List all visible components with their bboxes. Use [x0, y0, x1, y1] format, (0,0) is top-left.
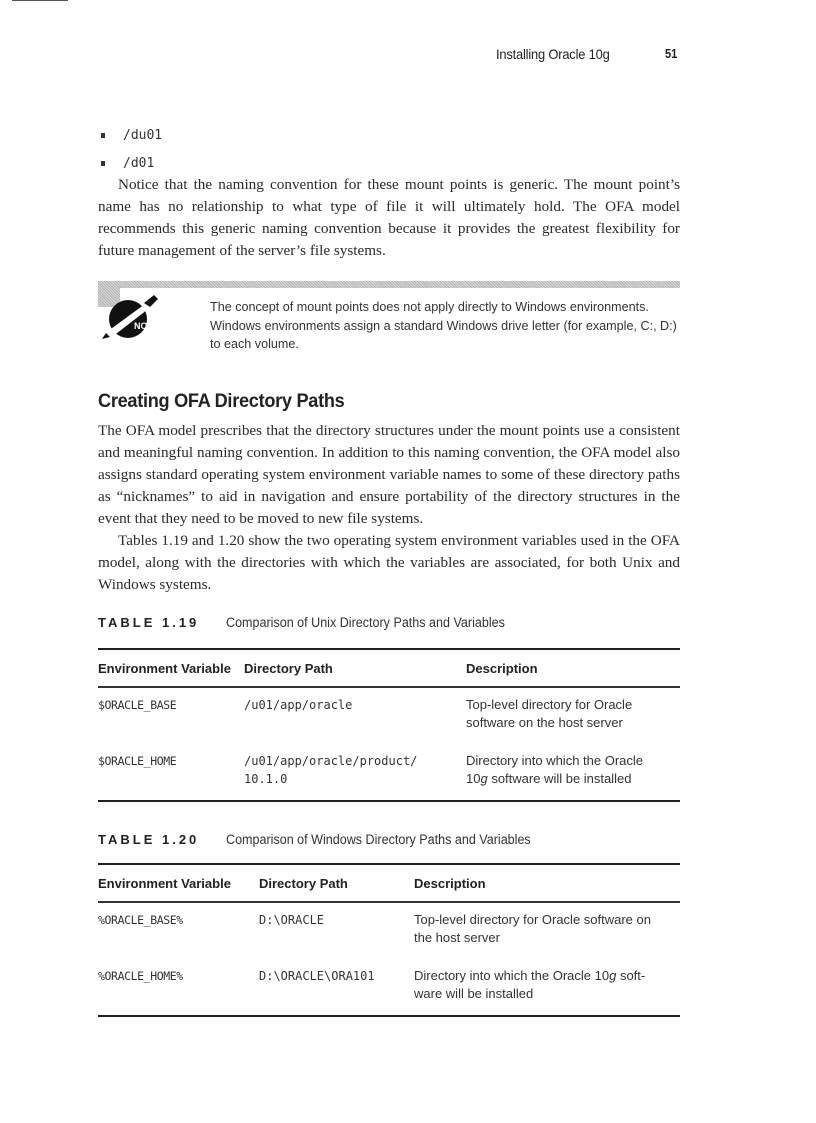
bullet-text: /d01	[123, 155, 155, 171]
cell-description	[466, 752, 680, 788]
table-title: Comparison of Windows Directory Paths and Variables	[226, 832, 531, 847]
table-row	[98, 911, 680, 967]
section-body	[98, 420, 680, 596]
cell-desc-line: 10g software will be installed	[466, 770, 632, 786]
table-row	[98, 696, 680, 752]
cell-path: D:\ORACLE	[259, 912, 325, 927]
table-windows	[98, 863, 680, 1017]
column-header: Directory Path	[244, 660, 333, 676]
cell-path: D:\ORACLE\ORA101	[259, 968, 375, 983]
table-row	[98, 967, 680, 1015]
cell-desc-line: Directory into which the Oracle	[466, 752, 644, 768]
note-box	[98, 281, 680, 351]
cell-desc-line: Top-level directory for Oracle software on	[414, 911, 651, 927]
table-bottom-rule	[98, 800, 680, 802]
table-header-row	[98, 650, 680, 686]
cell-desc-line: software on the host server	[466, 714, 623, 730]
cell-description	[414, 967, 680, 1003]
cell-description	[466, 696, 680, 732]
svg-text:NOTE: NOTE	[134, 321, 160, 331]
note-divider	[98, 281, 680, 288]
bullet-icon	[101, 161, 105, 166]
table-label: TABLE 1.20	[98, 832, 200, 847]
page-number: 51	[665, 46, 678, 61]
table-bottom-rule	[98, 1015, 680, 1017]
cell-desc-line: Directory into which the Oracle 10g soft-	[414, 967, 646, 983]
running-head-title: Installing Oracle 10g	[496, 46, 610, 62]
bullet-icon	[101, 133, 105, 138]
body-paragraph: The OFA model prescribes that the directory structures under the mount points use a consistent and meaningful naming convention. In addition to this naming convention, the OFA model also assigns standard operating system environment variable names to some of these directory paths as “nicknames” to aid in navigation and ensure portability of the directory structures in the event that they need to be moved to new file systems.	[98, 422, 680, 527]
column-header: Environment Variable	[98, 660, 231, 676]
table-header-rule	[98, 901, 680, 903]
column-header: Description	[466, 660, 538, 676]
cell-description	[414, 911, 680, 947]
table-title: Comparison of Unix Directory Paths and Variables	[226, 615, 505, 630]
table-unix	[98, 648, 680, 802]
cell-desc-line: ware will be installed	[414, 985, 534, 1001]
section-heading: Creating OFA Directory Paths	[98, 390, 345, 412]
cell-variable: $ORACLE_BASE	[98, 697, 177, 712]
cell-variable: %ORACLE_HOME%	[98, 968, 183, 983]
table-header-row	[98, 865, 680, 901]
note-text: The concept of mount points does not apply directly to Windows environments. Windows environments assign a standard Windows drive letter (for example, C:, D:) to each volume.	[210, 300, 677, 351]
cell-path	[244, 752, 466, 788]
list-item	[98, 149, 162, 177]
cell-path-line: /u01/app/oracle/product/	[244, 753, 418, 768]
body-paragraph: Tables 1.19 and 1.20 show the two operating system environment variables used in the OFA model, along with the directories with which the variables are associated, for both Unix and Windows systems.	[98, 532, 680, 593]
cell-desc-line: the host server	[414, 929, 500, 945]
column-header: Directory Path	[259, 875, 348, 891]
table-label: TABLE 1.19	[98, 615, 200, 630]
table-header-rule	[98, 686, 680, 688]
list-item	[98, 121, 162, 149]
note-pen-icon	[100, 291, 160, 341]
cell-path-line: /u01/app/oracle	[244, 697, 353, 712]
column-header: Environment Variable	[98, 875, 231, 891]
crop-mark	[12, 0, 68, 1]
table-caption	[98, 832, 554, 847]
table-caption	[98, 615, 526, 630]
cell-desc-line: Top-level directory for Oracle	[466, 696, 633, 712]
body-paragraph: Notice that the naming convention for these mount points is generic. The mount point’s name has no relationship to what type of file it will ultimately hold. The OFA model recommends this generic naming convention because it provides the greatest flexibility for future management of the server’s file systems.	[98, 176, 680, 259]
column-header: Description	[414, 875, 486, 891]
cell-variable: %ORACLE_BASE%	[98, 912, 183, 927]
table-row	[98, 752, 680, 800]
bullet-list	[98, 121, 162, 177]
cell-path	[244, 696, 466, 714]
cell-path-line: 10.1.0	[244, 771, 288, 786]
cell-variable: $ORACLE_HOME	[98, 753, 177, 768]
bullet-text: /du01	[123, 127, 163, 143]
